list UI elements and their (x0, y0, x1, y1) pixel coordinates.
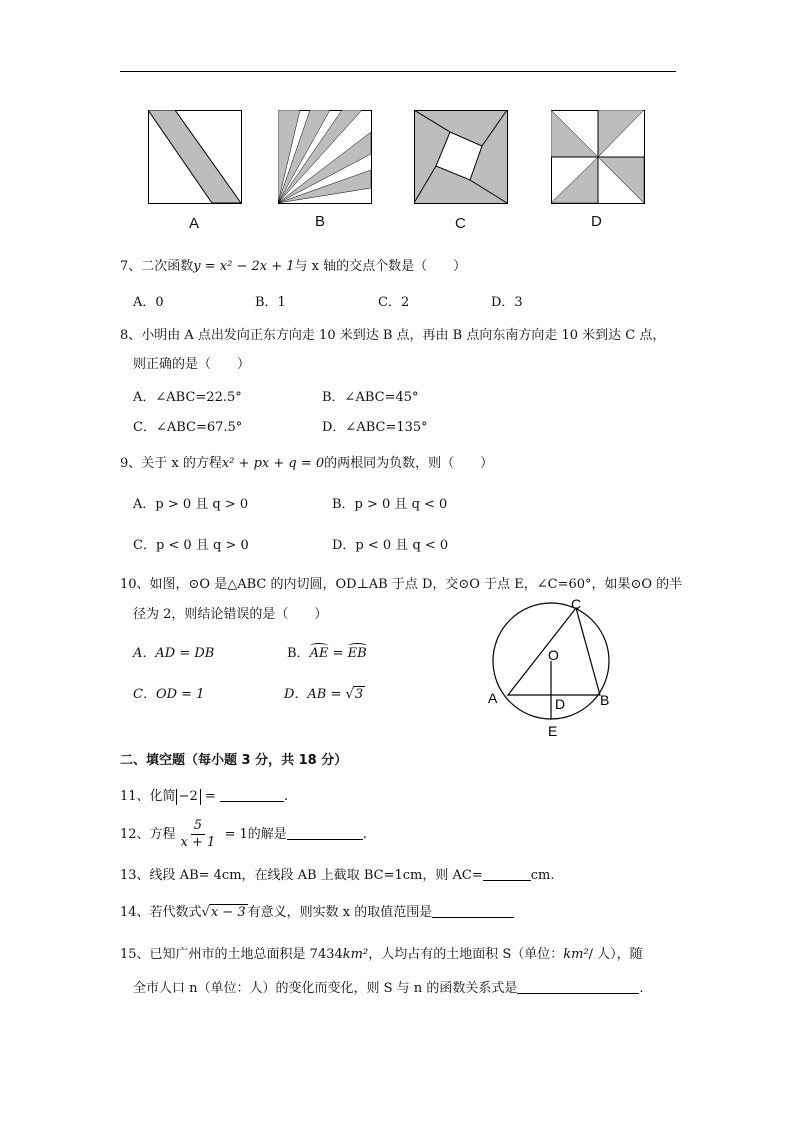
point-a-label: A (488, 690, 498, 706)
q15-unit-1: km² (342, 947, 369, 962)
q10-arc-ae: AE (309, 646, 329, 661)
q11-equals: = (200, 789, 220, 804)
q14-suffix: 有意义，则实数 x 的取值范围是 (247, 905, 433, 920)
question-14: 14、若代数式√x − 3 有意义，则实数 x 的取值范围是 (120, 901, 514, 920)
point-b-label: B (600, 692, 610, 708)
q9-option-c: C．p < 0 且 q > 0 (133, 538, 249, 553)
q9-option-a: A．p > 0 且 q > 0 (133, 497, 249, 512)
q7-suffix: 与 x 轴的交点个数是（ ） (294, 259, 467, 274)
q9-option-d: D．p < 0 且 q < 0 (332, 538, 449, 553)
figure-a-label: A (189, 215, 200, 232)
point-o-label: O (548, 647, 559, 663)
q10-option-b (287, 642, 367, 661)
q7-prefix: 7、二次函数 (120, 259, 194, 274)
figure-c-label: C (455, 215, 466, 232)
q15-line-1-suffix: / 人），随 (588, 947, 643, 962)
q12-numerator: 5 (191, 818, 205, 835)
q8-option-c: C．∠ABC=67.5° (133, 420, 243, 435)
figure-b-label: B (315, 213, 326, 230)
q9-equation: x² + px + q = 0 (221, 456, 325, 471)
figure-b-diagram (278, 110, 372, 204)
q10-option-d-radicand: 3 (354, 687, 364, 702)
q8-line-2: 则正确的是（ ） (133, 357, 251, 372)
q15-line-2-text: 全市人口 n（单位：人）的变化而变化，则 S 与 n 的函数关系式是 (133, 981, 518, 996)
section-2-heading: 二、填空题（每小题 3 分，共 18 分） (120, 753, 348, 768)
figure-a-diagram (148, 110, 242, 204)
header-rule (120, 71, 676, 72)
q7-equation: y = x² − 2x + 1 (193, 259, 295, 274)
q15-line-2 (133, 977, 643, 996)
q10-option-b-equals: = (328, 646, 348, 661)
question-9 (120, 452, 493, 471)
q10-option-c: C．OD = 1 (133, 687, 205, 702)
q12-end: . (362, 827, 367, 842)
q11-answer-blank[interactable] (220, 788, 284, 802)
q7-option-a: A．0 (133, 295, 164, 310)
q10-line-1: 10、如图，⊙O 是△ABC 的内切圆，OD⊥AB 于点 D，交⊙O 于点 E，∠C=60°，如果⊙O 的半 (120, 577, 683, 592)
question-13 (120, 864, 554, 883)
q11-absolute-value: −2 (176, 789, 201, 805)
q9-option-b: B．p > 0 且 q < 0 (332, 497, 448, 512)
point-d-label: D (555, 696, 566, 712)
q8-option-a: A．∠ABC=22.5° (133, 390, 242, 405)
question-12 (120, 818, 367, 851)
q11-end: . (283, 789, 289, 804)
q12-fraction (179, 818, 218, 851)
figure-d-label: D (591, 213, 602, 230)
q7-option-b: B．1 (255, 295, 286, 310)
q14-answer-blank[interactable] (432, 904, 514, 918)
q8-option-d: D．∠ABC=135° (322, 420, 428, 435)
q12-equation-rhs: = 1 (220, 827, 248, 842)
q8-line-1: 8、小明由 A 点出发向正东方向走 10 米到达 B 点，再由 B 点向东南方向走 10 米到达 C 点， (120, 328, 666, 343)
q9-suffix: 的两根同为负数，则（ ） (324, 456, 494, 471)
q13-prefix: 13、线段 AB= 4cm，在线段 AB 上截取 BC=1cm，则 AC= (120, 868, 483, 883)
q15-unit-2: km² (563, 947, 589, 962)
q13-suffix: cm. (530, 868, 555, 883)
circle-triangle-diagram (480, 590, 630, 745)
q9-prefix: 9、关于 x 的方程 (120, 456, 222, 471)
q11-prefix: 11、化简 (120, 789, 176, 804)
q12-prefix: 12、方程 (120, 827, 176, 842)
figure-c-diagram (414, 110, 508, 204)
q8-option-b: B．∠ABC=45° (322, 390, 419, 405)
q15-line-1 (120, 943, 643, 962)
q14-prefix: 14、若代数式 (120, 905, 202, 920)
q10-option-a: A．AD = DB (133, 646, 215, 661)
q15-line-1-middle: ，人均占有的土地面积 S（单位： (368, 947, 564, 962)
q12-suffix: 的解是 (247, 827, 287, 842)
q15-answer-blank[interactable] (517, 980, 639, 994)
q10-line-2: 径为 2，则结论错误的是（ ） (133, 607, 328, 622)
question-11 (120, 785, 288, 805)
q7-option-d: D．3 (491, 295, 523, 310)
figure-d-diagram (551, 110, 645, 204)
q14-radicand: x − 3 (210, 905, 246, 920)
q12-denominator: x + 1 (180, 835, 216, 850)
q10-arc-eb: EB (347, 646, 367, 661)
q10-option-b-prefix: B． (287, 646, 310, 661)
q15-line-1-prefix: 15、已知广州市的土地总面积是 7434 (120, 947, 343, 962)
q7-option-c: C．2 (378, 295, 410, 310)
q10-option-d-prefix: D．AB = (284, 687, 346, 702)
point-c-label: C (571, 596, 582, 612)
q12-answer-blank[interactable] (287, 826, 363, 840)
question-7 (120, 255, 466, 274)
point-e-label: E (548, 723, 558, 739)
q15-end: . (639, 981, 644, 996)
q10-option-d: D．AB = √3 (284, 687, 364, 702)
q13-answer-blank[interactable] (483, 867, 531, 881)
